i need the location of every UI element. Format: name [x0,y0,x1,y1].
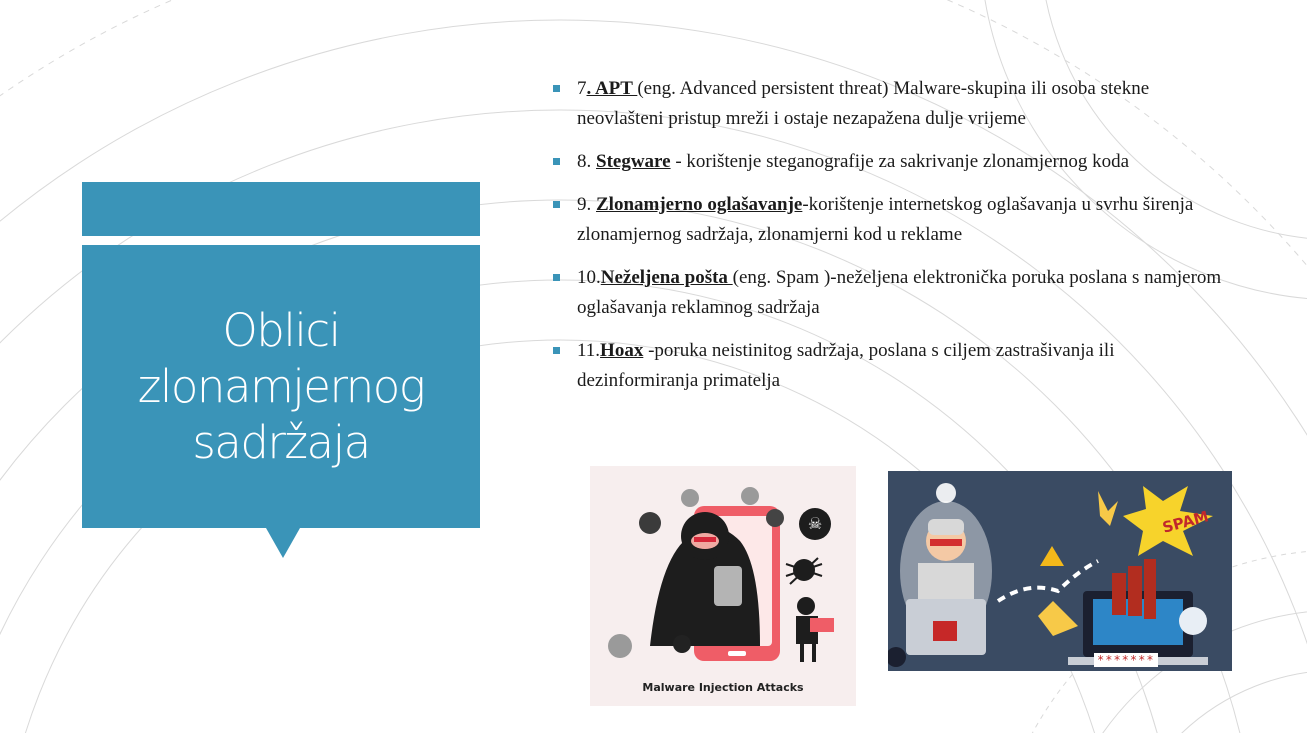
bullet-item [553,336,1233,396]
title-pointer [266,528,300,558]
bullet-marker [553,158,560,165]
bullet-marker [553,201,560,208]
bullet-marker [553,85,560,92]
hacker-phone-illustration [590,466,856,706]
spam-badge-text: SPAM [1160,507,1211,537]
bullet-item [553,263,1233,323]
bullet-marker [553,274,560,281]
svg-text:☠: ☠ [807,514,823,533]
slide-title: Oblici zlonamjernog sadržaja [137,303,425,469]
bullet-number: 9. [577,194,596,215]
bullet-text: (eng. Spam )-neželjena elektronička poruka poslana s namjerom oglašavanja reklamnog sadržaja [577,267,1222,318]
bullet-item [553,147,1233,177]
bullet-number: 7 [577,78,587,99]
bullet-term: Neželjena pošta [600,267,733,288]
bullet-term: Zlonamjerno oglašavanje [596,194,803,215]
bullet-term: Hoax [600,340,644,361]
bullet-term: . APT [586,78,638,99]
bullet-item [553,190,1233,250]
bullet-number: 10. [577,267,601,288]
bullet-number: 11. [577,340,601,361]
bullet-text: -korištenje internetskog oglašavanja u svrhu širenja zlonamjernog sadržaja, zlonamjerni kod u reklame [577,194,1194,245]
spam-attack-image[interactable] [888,471,1232,671]
spam-hacker-illustration [888,471,1232,671]
bullet-text: -poruka neistinitog sadržaja, poslana s ciljem zastrašivanja ili dezinformiranja primatelja [577,340,1115,391]
bullet-number: 8. [577,151,596,172]
bullet-text: - korištenje steganografije za sakrivanje zlonamjernog koda [670,151,1130,172]
password-mask-text: ******* [1094,653,1158,667]
malware-injection-image[interactable] [590,466,856,706]
bullet-list [553,74,1233,409]
title-accent-bar [82,182,480,236]
bullet-marker [553,347,560,354]
bullet-text: (eng. Advanced persistent threat) Malware-skupina ili osoba stekne neovlašteni pristup mreži i ostaje nezapažena dulje vrijeme [577,78,1150,129]
bullet-term: Stegware [596,151,671,172]
bullet-item [553,74,1233,134]
malware-image-caption: Malware Injection Attacks [642,681,804,694]
title-box [82,245,480,528]
